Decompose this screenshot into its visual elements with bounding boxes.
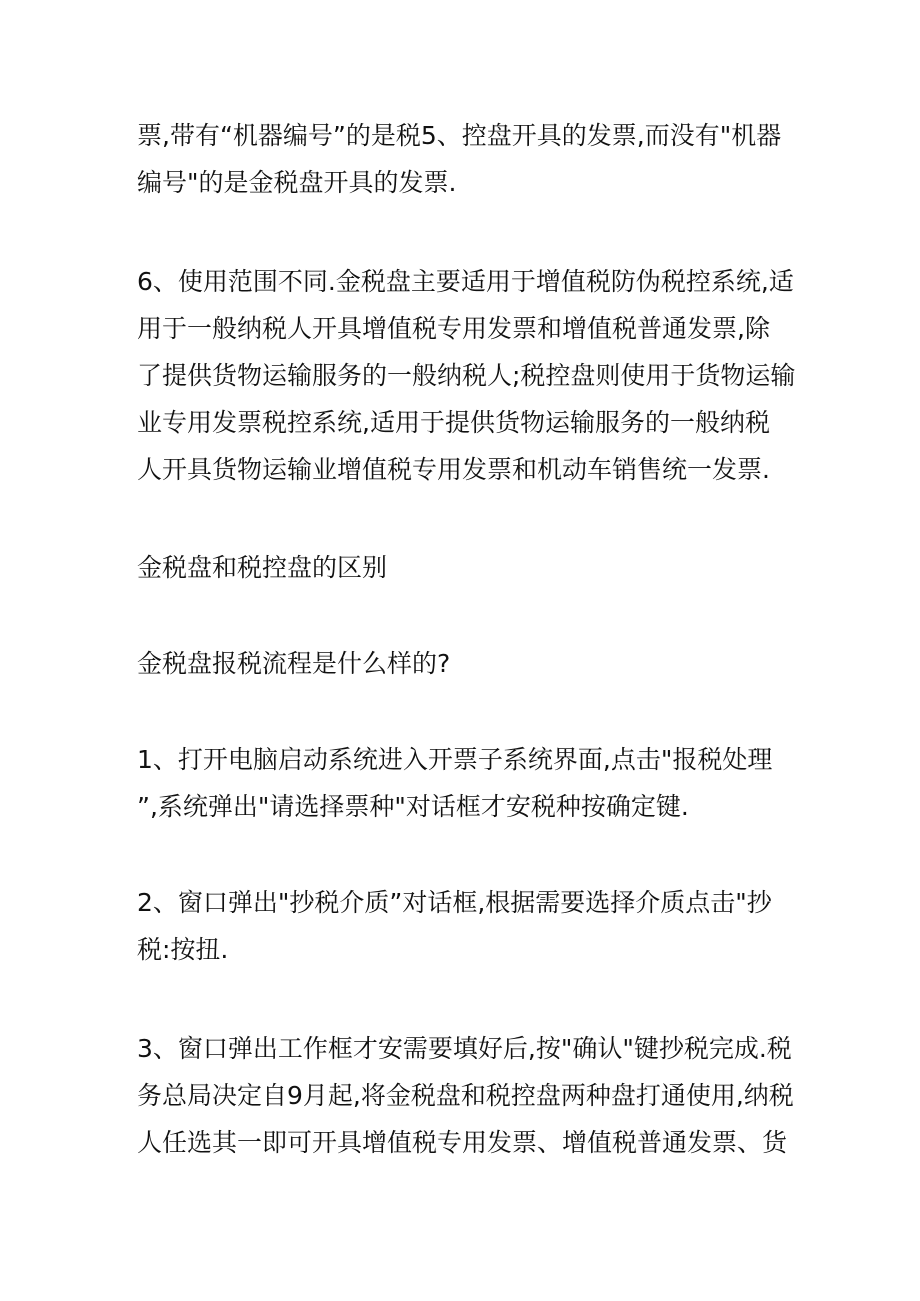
heading-text: 金税盘报税流程是什么样的? <box>137 649 451 678</box>
text-line: 税:按扭. <box>137 935 229 964</box>
paragraph-step-1 <box>137 736 797 830</box>
section-heading-process <box>137 640 797 687</box>
text-line: 人任选其一即可开具增值税专用发票、增值税普通发票、货 <box>137 1128 788 1157</box>
paragraph-invoice-number <box>137 112 797 206</box>
text-line: ”,系统弹出"请选择票种"对话框才安税种按确定键. <box>137 792 689 821</box>
section-heading-difference <box>137 544 797 591</box>
paragraph-step-2 <box>137 879 797 973</box>
text-line: 票,带有“机器编号”的是税5、控盘开具的发票,而没有"机器 <box>137 121 782 150</box>
text-line: 了提供货物运输服务的一般纳税人;税控盘则使用于货物运输 <box>137 361 796 390</box>
paragraph-step-3 <box>137 1025 797 1166</box>
text-line: 3、窗口弹出工作框才安需要填好后,按"确认"键抄税完成.税 <box>137 1034 792 1063</box>
text-line: 编号"的是金税盘开具的发票. <box>137 168 457 197</box>
text-line: 业专用发票税控系统,适用于提供货物运输服务的一般纳税 <box>137 408 770 437</box>
text-line: 务总局决定自9月起,将金税盘和税控盘两种盘打通使用,纳税 <box>137 1081 794 1110</box>
paragraph-usage-scope <box>137 258 797 493</box>
text-line: 用于一般纳税人开具增值税专用发票和增值税普通发票,除 <box>137 314 770 343</box>
text-line: 1、打开电脑启动系统进入开票子系统界面,点击"报税处理 <box>137 745 773 774</box>
text-line: 人开具货物运输业增值税专用发票和机动车销售统一发票. <box>137 455 770 484</box>
heading-text: 金税盘和税控盘的区别 <box>137 553 388 582</box>
text-line: 6、使用范围不同.金税盘主要适用于增值税防伪税控系统,适 <box>137 267 794 296</box>
text-line: 2、窗口弹出"抄税介质”对话框,根据需要选择介质点击"抄 <box>137 888 772 917</box>
